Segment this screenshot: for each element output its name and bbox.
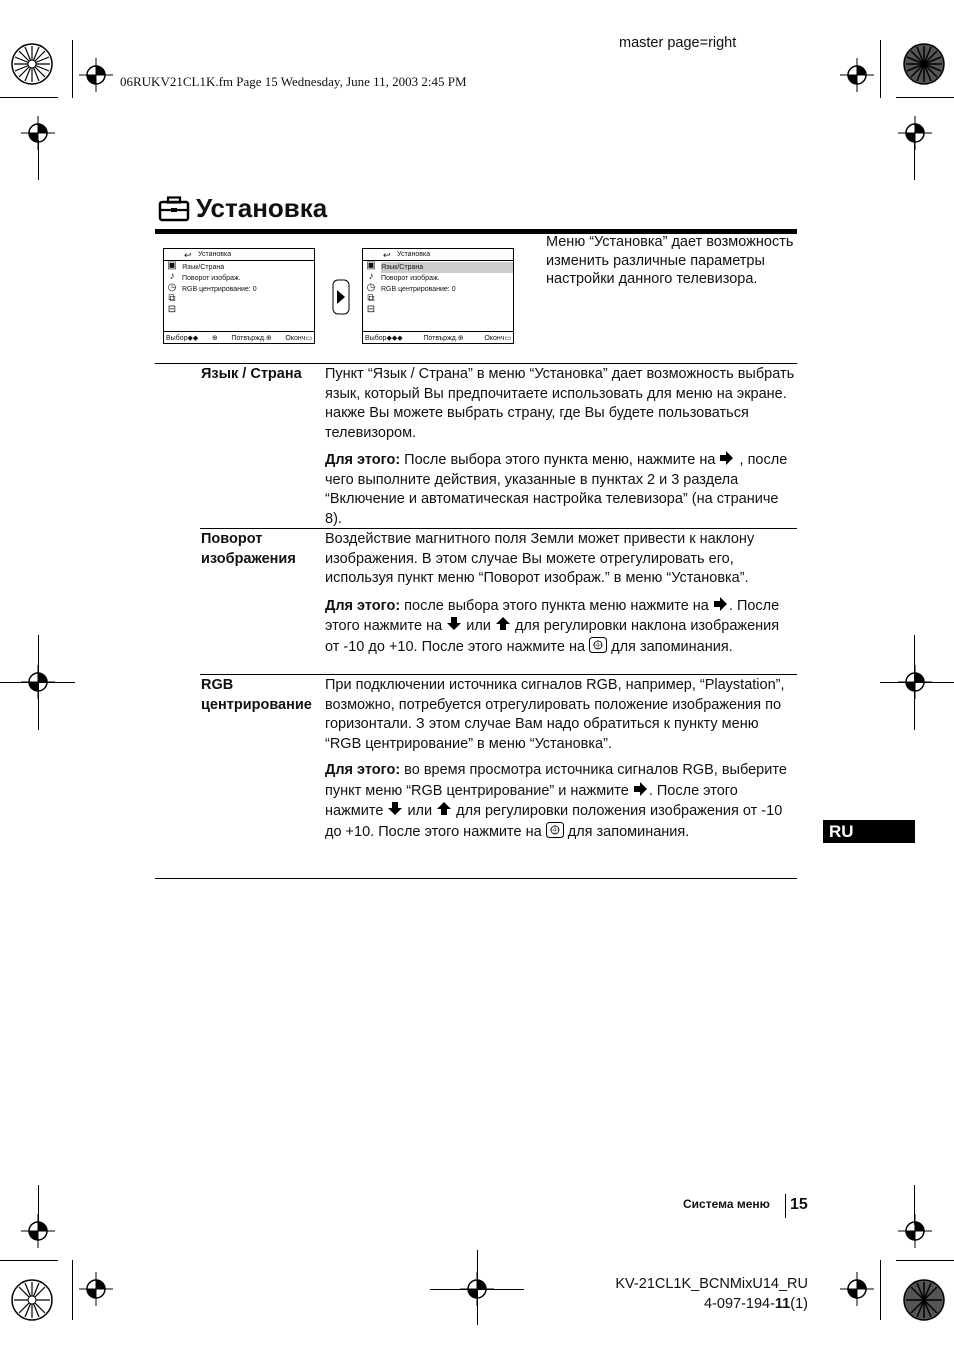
crosshair-mark <box>21 116 55 150</box>
menu-title: Установка <box>397 251 431 258</box>
down-arrow-icon <box>387 801 403 817</box>
registration-mark-tr-sun <box>902 42 946 86</box>
picture-icon: ▣ <box>366 260 376 271</box>
screens-icon: ⧉ <box>168 293 176 304</box>
desc-rgb-centering <box>325 676 797 849</box>
page-number: 15 <box>790 1196 808 1213</box>
right-arrow-icon <box>719 450 735 466</box>
crosshair-mark <box>840 58 874 92</box>
return-icon: ↩ <box>383 250 391 260</box>
return-icon: ↩ <box>184 250 192 260</box>
model-name: KV-21CL1K_BCNMixU14_RU <box>615 1276 808 1292</box>
term-picture-rotation: Поворот изображения <box>201 531 296 567</box>
page-title <box>158 193 327 224</box>
right-arrow-button-icon <box>332 279 350 315</box>
registration-mark-br-sun <box>902 1278 946 1322</box>
menu-icons <box>364 261 378 315</box>
table-rule <box>200 674 797 675</box>
toolbox-icon: ⊟ <box>366 304 376 315</box>
crosshair-mark <box>898 116 932 150</box>
desc-paragraph: При подключении источника сигналов RGB, например, “Playstation”, возможно, потребуется отрегулировать положение изображения по горизонтали. З этом случае Вам надо обратиться к пункту меню “RGB центрирование” в меню “Установка”. <box>325 677 785 752</box>
screens-icon: ⧉ <box>367 293 375 304</box>
ok-button-icon <box>589 637 607 653</box>
menu-icons <box>165 261 179 315</box>
desc-paragraph: Пункт “Язык / Страна” в меню “Установка” дает возможность выбрать язык, который Вы предпочитаете использовать для меню на экране. накже Вы можете выбрать страну, где Вы будете пользоваться телевизором. <box>325 366 795 441</box>
toolbox-icon <box>158 196 190 222</box>
down-arrow-icon <box>446 616 462 632</box>
file-info: 06RUKV21CL1K.fm Page 15 Wednesday, June 11, 2003 2:45 PM <box>120 74 467 89</box>
term-rgb-centering: RGB центрирование <box>201 677 312 713</box>
confirm-hint: Потвържд.⊕ <box>231 335 272 342</box>
desc-picture-rotation <box>325 530 797 664</box>
footer-divider <box>785 1194 786 1218</box>
master-page-label: master page=right <box>619 35 737 51</box>
desc-instruction: Для этого: во время просмотра источника сигналов RGB, выберите пункт меню “RGB центрирование” и нажмите . После этого нажмите или для регулировки положения изображения от -10 до +10. После этого нажмите на для запоминания. <box>325 762 787 840</box>
menu-item-selected: Язык/Страна <box>381 262 513 273</box>
end-hint: Оконч▭ <box>484 335 511 342</box>
table-rule <box>155 363 797 364</box>
crosshair-mark <box>898 1214 932 1248</box>
select-hint: Выбор◆◆ <box>166 335 199 342</box>
music-note-icon: ♪ <box>368 271 374 282</box>
arrow-icon: ⊕ <box>211 335 218 342</box>
menu-item: Поворот изображ. <box>381 275 440 282</box>
menu-item: Язык/Страна <box>182 264 225 271</box>
right-arrow-icon <box>633 781 649 797</box>
registration-mark-bl-sun <box>10 1278 54 1322</box>
footer-section-name: Система меню <box>683 1197 770 1211</box>
language-tab-ru: RU <box>823 820 915 843</box>
model-info <box>615 1274 808 1314</box>
clock-icon: ◷ <box>366 282 376 293</box>
end-hint: Оконч▭ <box>285 335 312 342</box>
up-arrow-icon <box>495 616 511 632</box>
desc-instruction: Для этого: после выбора этого пункта меню нажмите на . После этого нажмите на или для регулировки наклона изображения от -10 до +10. После этого нажмите на для запоминания. <box>325 597 780 655</box>
menu-item: RGB центрирование: 0 <box>381 286 456 293</box>
desc-language-country <box>325 365 797 536</box>
desc-paragraph: Воздействие магнитного поля Земли может привести к наклону изображения. В этом случае Вы можете отрегулировать его, используя пункт меню “Поворот изображ.” в меню “Установка”. <box>325 531 755 586</box>
right-arrow-icon <box>713 596 729 612</box>
term-language-country: Язык / Страна <box>201 366 302 382</box>
crosshair-mark <box>79 1272 113 1306</box>
toolbox-icon: ⊟ <box>167 304 177 315</box>
select-hint: Выбор◆◆◆ <box>365 335 403 342</box>
page-title-text: Установка <box>196 193 328 223</box>
clock-icon: ◷ <box>167 282 177 293</box>
intro-text: Меню “Установка” дает возможность изменить различные параметры настройки данного телевизора. <box>546 234 794 287</box>
picture-icon: ▣ <box>167 260 177 271</box>
menu-title: Установка <box>198 251 232 258</box>
table-rule <box>155 878 797 879</box>
confirm-hint: Потвържд.⊕ <box>423 335 464 342</box>
menu-item: Поворот изображ. <box>182 275 241 282</box>
registration-mark-tl-sun <box>10 42 54 86</box>
crosshair-mark <box>21 1214 55 1248</box>
menu-item: RGB центрирование: 0 <box>182 286 257 293</box>
crosshair-mark <box>840 1272 874 1306</box>
model-code: 4-097-194-11(1) <box>703 1296 808 1312</box>
ok-button-icon <box>546 822 564 838</box>
music-note-icon: ♪ <box>169 271 175 282</box>
desc-instruction: Для этого: После выбора этого пункта меню, нажмите на , после чего выполните действия, указанные в пунктах 2 и 3 раздела “Включение и автоматическая настройка телевизора” (на страниче 8). <box>325 452 788 527</box>
up-arrow-icon <box>436 801 452 817</box>
crosshair-mark <box>79 58 113 92</box>
menu-screen-left <box>163 248 315 344</box>
menu-screen-right <box>362 248 514 344</box>
